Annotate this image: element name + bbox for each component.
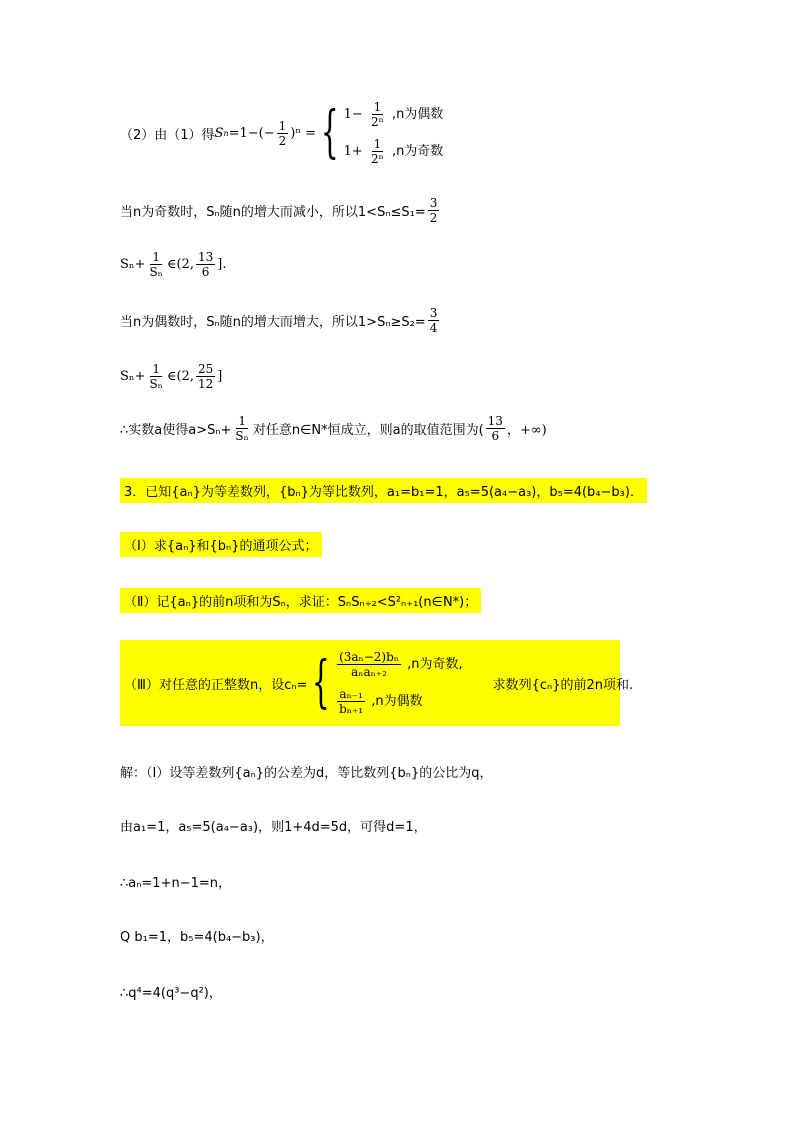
odd-range-line: Sₙ+ $\frac{1}{\text{Sₙ}}$ ∈(2, $\frac{13}{6}$ ]. xyxy=(120,250,227,279)
part2-power: )ⁿ = xyxy=(290,125,317,141)
half-fraction: $\frac{1}{2}$ xyxy=(278,118,287,148)
case-odd: 1+ $\frac{1}{\text{2ⁿ}}$ ,n为奇数 xyxy=(343,137,444,166)
part2-line: （2）由（1）得 S n =1−(− $\frac{1}{2}$ )ⁿ = { 1− $\frac{1}{\text{2ⁿ}}$ ,n为偶数 1+ $\frac{1}{\text{2ⁿ}}$ ,n为奇数 xyxy=(120,100,444,166)
left-brace: { xyxy=(320,100,339,165)
solution-line-3: ∴aₙ=1+n−1=n， xyxy=(120,876,232,891)
case-even: 1− $\frac{1}{\text{2ⁿ}}$ ,n为偶数 xyxy=(343,100,444,129)
problem3-q1: （Ⅰ）求{aₙ}和{bₙ}的通项公式； xyxy=(120,532,322,557)
odd-case-line: 当n为奇数时，Sₙ随n的增大而减小，所以1<Sₙ≤S₁= $\frac{3}{2}$ xyxy=(120,196,438,225)
solution-line-4: Q b₁=1，b₅=4(b₄−b₃)， xyxy=(120,930,274,945)
even-fraction: $\frac{3}{4}$ xyxy=(429,306,438,335)
problem3-q2: （Ⅱ）记{aₙ}的前n项和为Sₙ，求证：SₙSₙ₊₂<S²ₙ₊₁(n∈N*)； xyxy=(120,588,481,613)
solution-line-5: ∴q⁴=4(q³−q²)， xyxy=(120,986,222,1001)
problem3-q3: （Ⅲ）对任意的正整数n，设cₙ= { $\frac{\text{(3aₙ−2)bₙ}}{\text{aₙaₙ₊₂}}$ ,n为奇数, $\frac{\text{aₙ₋₁}}{\text{bₙ₊₁}}$ ,n为偶数 求数列{cₙ}的前2n项和. xyxy=(120,640,620,726)
q3-cases: $\frac{\text{(3aₙ−2)bₙ}}{\text{aₙaₙ₊₂}}$ ,n为奇数, $\frac{\text{aₙ₋₁}}{\text{bₙ₊₁}}$ ,n为偶数 xyxy=(339,650,463,716)
even-range-line: Sₙ+ $\frac{1}{\text{Sₙ}}$ ∈(2, $\frac{25}{12}$ ] xyxy=(120,362,223,391)
solution-line-2: 由a₁=1，a₅=5(a₄−a₃)，则1+4d=5d，可得d=1， xyxy=(120,820,427,835)
conclusion-line: ∴实数a使得a>Sₙ+ $\frac{1}{\text{Sₙ}}$ 对任意n∈N*恒成立，则a的取值范围为( $\frac{13}{6}$ ，+∞) xyxy=(120,414,547,443)
part2-cases xyxy=(344,100,444,166)
solution-line-1: 解：（Ⅰ）设等差数列{aₙ}的公差为d，等比数列{bₙ}的公比为q， xyxy=(120,766,493,781)
part2-sn: S xyxy=(214,125,224,141)
odd-fraction: $\frac{3}{2}$ xyxy=(429,196,438,225)
part2-expr: =1−(− xyxy=(228,125,275,141)
part2-prefix: （2）由（1）得 xyxy=(120,127,215,143)
q3-brace: { xyxy=(312,650,331,715)
problem3-stem: 3．已知{aₙ}为等差数列，{bₙ}为等比数列，a₁=b₁=1，a₅=5(a₄−a₃)，b₅=4(b₄−b₃)． xyxy=(120,478,647,503)
even-case-line: 当n为偶数时，Sₙ随n的增大而增大，所以1>Sₙ≥S₂= $\frac{3}{4}$ xyxy=(120,306,438,335)
